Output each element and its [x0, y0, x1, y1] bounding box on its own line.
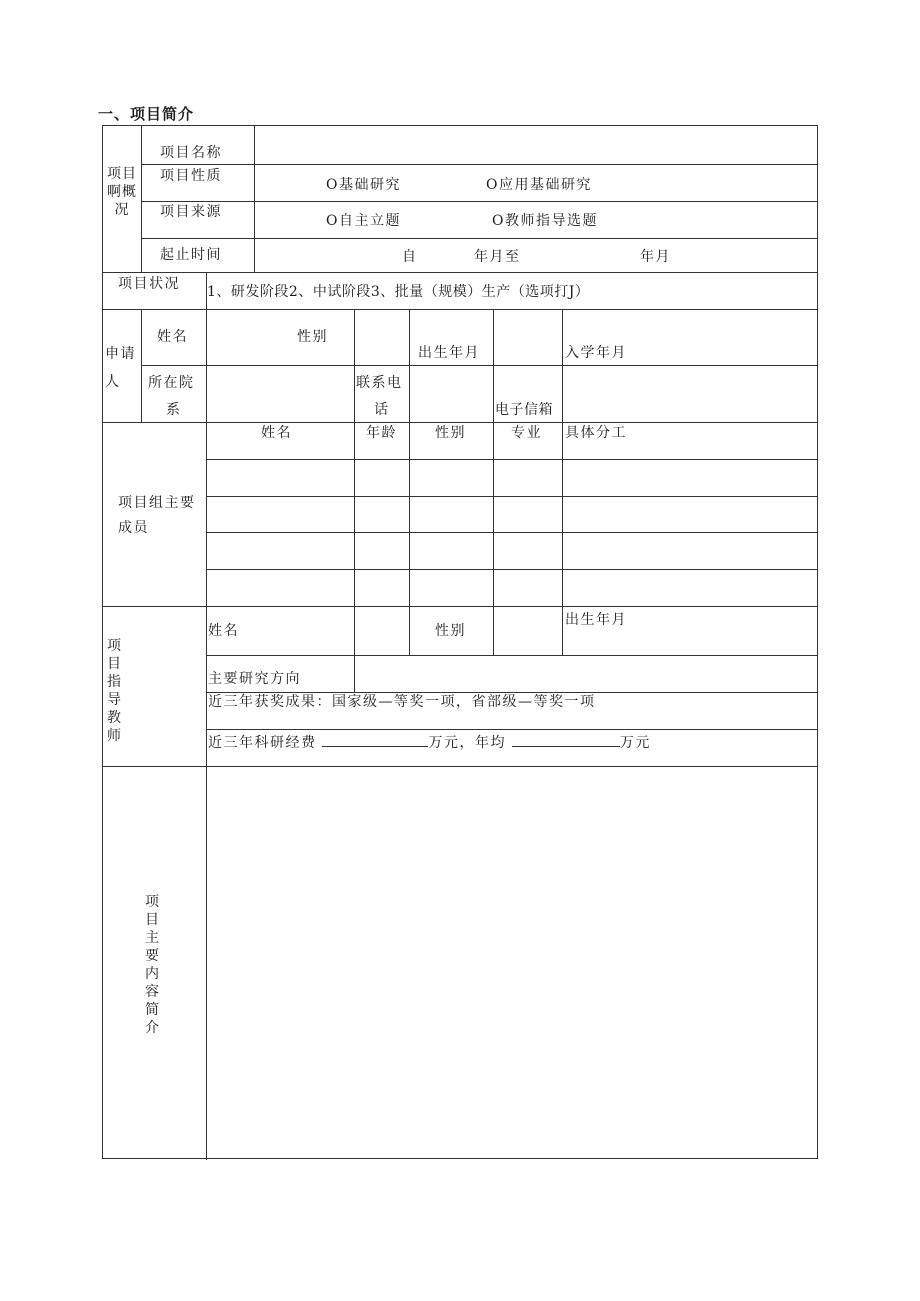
nature-option-applied[interactable]: O应用基础研究	[486, 177, 592, 193]
row-divider	[103, 309, 817, 310]
row-divider	[206, 532, 817, 533]
col-divider	[141, 309, 142, 422]
status-label: 项目状况	[118, 276, 180, 292]
advisor-awards-text: 近三年获奖成果：国家级—等奖一项，省部级—等奖一项	[208, 694, 596, 710]
advisor-group-label: 项目指导教师	[107, 638, 121, 744]
col-divider	[354, 309, 355, 422]
project-name-label: 项目名称	[160, 145, 222, 161]
nature-option-basic[interactable]: O基础研究	[326, 177, 401, 193]
row-divider	[103, 766, 817, 767]
col-divider	[409, 309, 410, 422]
project-form-table	[102, 125, 818, 1159]
applicant-gender-label: 性别	[297, 329, 328, 345]
advisor-birth-label: 出生年月	[565, 612, 627, 628]
period-mid: 年月至	[474, 249, 521, 265]
funding-suffix: 万元	[619, 735, 651, 751]
col-divider	[493, 309, 494, 422]
members-group-label-2: 成员	[118, 520, 149, 536]
row-divider	[141, 201, 817, 202]
funding-prefix: 近三年科研经费	[208, 735, 317, 751]
applicant-college-label-2: 系	[166, 402, 182, 418]
period-from: 自	[402, 249, 418, 265]
row-divider	[206, 729, 817, 730]
project-source-label: 项目来源	[160, 204, 222, 220]
row-divider	[206, 459, 817, 460]
applicant-college-label-1: 所在院	[148, 375, 195, 391]
members-header-duty: 具体分工	[565, 425, 627, 441]
row-divider	[141, 164, 817, 165]
members-header-gender: 性别	[435, 425, 466, 441]
applicant-group-label-1: 申请	[105, 346, 136, 362]
applicant-birth-label: 出生年月	[418, 345, 480, 361]
row-divider	[206, 655, 817, 656]
col-divider	[409, 606, 410, 655]
col-divider	[493, 422, 494, 606]
col-divider	[254, 126, 255, 272]
funding-average-blank[interactable]	[512, 732, 620, 747]
status-options: 1、研发阶段2、中试阶段3、批量（规模）生产（选项打J）	[207, 284, 590, 300]
col-divider	[562, 309, 563, 422]
members-header-major: 专业	[511, 425, 542, 441]
applicant-phone-label-2: 话	[374, 402, 390, 418]
period-label: 起止时间	[160, 247, 222, 263]
advisor-gender-label: 性别	[435, 623, 466, 639]
applicant-phone-label-1: 联系电	[356, 375, 403, 391]
source-option-teacher[interactable]: O教师指导选题	[492, 213, 598, 229]
row-divider	[141, 238, 817, 239]
members-header-name: 姓名	[261, 425, 292, 441]
col-divider	[141, 126, 142, 272]
members-header-age: 年龄	[366, 425, 397, 441]
funding-mid: 万元，年均	[428, 735, 506, 751]
funding-total-blank[interactable]	[322, 732, 428, 747]
col-divider	[562, 606, 563, 655]
project-nature-label: 项目性质	[160, 168, 222, 184]
overview-group-label: 项目啊概况	[107, 166, 137, 218]
col-divider	[409, 422, 410, 606]
row-divider	[206, 496, 817, 497]
advisor-name-label: 姓名	[208, 623, 239, 639]
section-title: 一、项目简介	[98, 105, 195, 123]
col-divider	[206, 272, 207, 1160]
col-divider	[354, 606, 355, 692]
row-divider	[141, 365, 817, 366]
applicant-group-label-2: 人	[105, 374, 121, 390]
col-divider	[354, 422, 355, 606]
content-summary-label: 项目主要内容简介	[145, 894, 159, 1036]
advisor-direction-label: 主要研究方向	[208, 671, 301, 687]
row-divider	[206, 569, 817, 570]
row-divider	[103, 606, 817, 607]
period-end: 年月	[640, 249, 671, 265]
col-divider	[562, 422, 563, 606]
applicant-name-label: 姓名	[157, 329, 188, 345]
source-option-self[interactable]: O自主立题	[326, 213, 401, 229]
col-divider	[493, 606, 494, 655]
row-divider	[103, 422, 817, 423]
row-divider	[103, 272, 817, 273]
members-group-label-1: 项目组主要	[118, 495, 196, 511]
applicant-email-label: 电子信箱	[495, 402, 553, 418]
applicant-enroll-label: 入学年月	[565, 345, 627, 361]
advisor-funding-row	[208, 732, 651, 752]
